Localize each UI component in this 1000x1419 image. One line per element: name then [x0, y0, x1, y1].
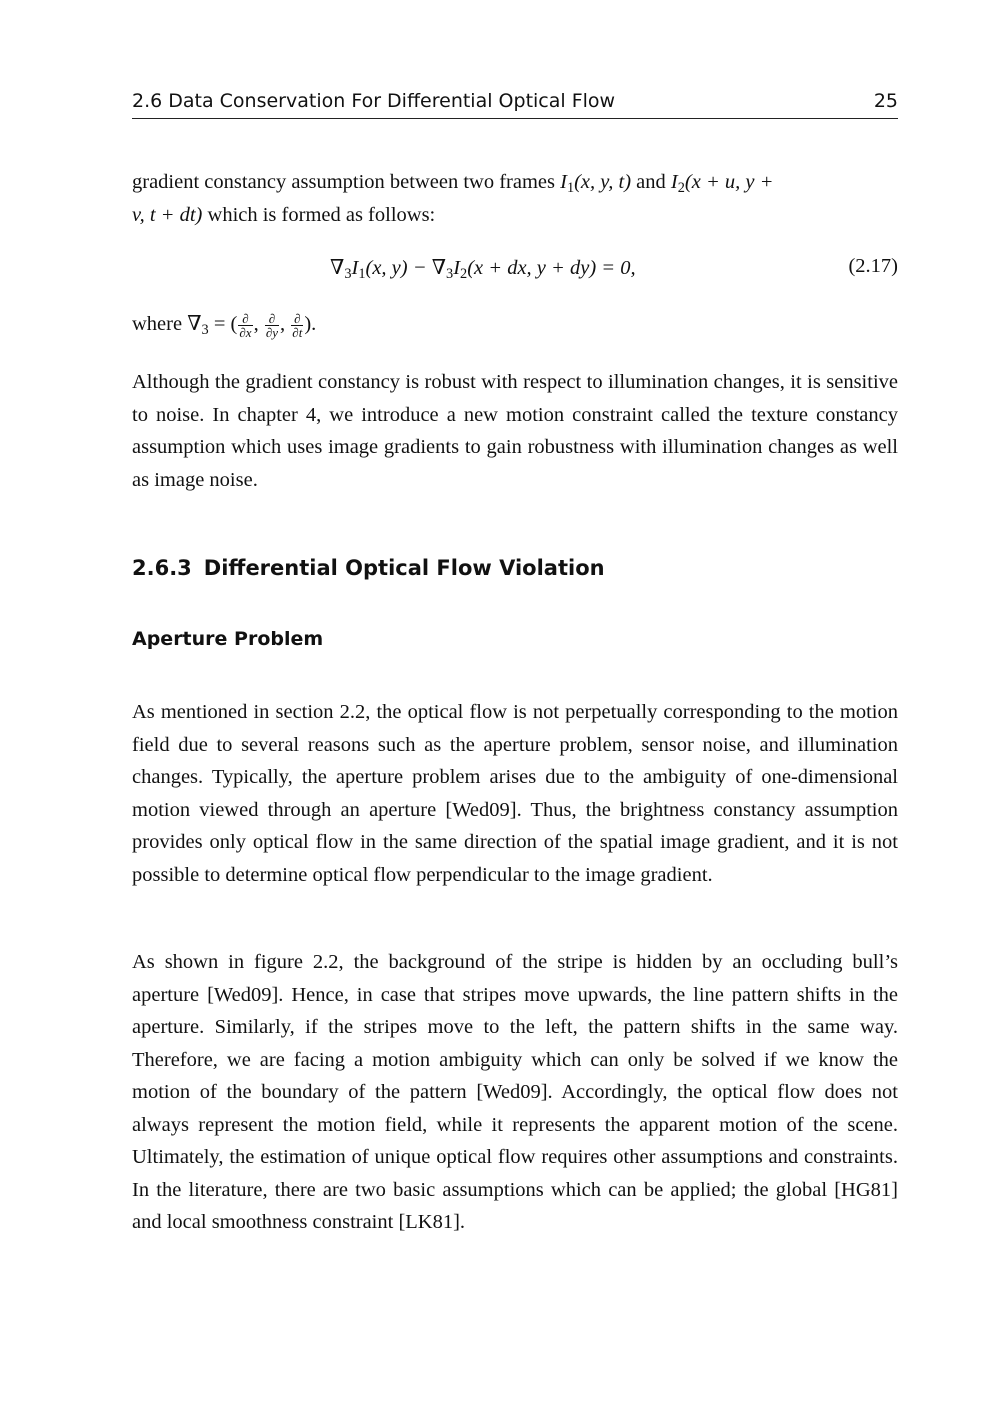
- page-number: 25: [873, 90, 898, 112]
- intro-math-i2: $I_2(x + u$, y +: [670, 171, 774, 196]
- subsection-heading: Aperture Problem: [132, 628, 324, 650]
- equation-body: $\nabla_3I_1(x$, $y) - \nabla_3I_2(x$ + dx, y + dy) = 0,: [330, 257, 636, 282]
- section-heading: [132, 556, 605, 580]
- partial-x-fraction: $\frac{\partial}{\partial x}$: [239, 310, 252, 340]
- equation-2-17: [132, 255, 898, 289]
- intro-text-and: and: [631, 171, 671, 193]
- partial-y-fraction: $\frac{\partial}{\partial y}$: [265, 310, 279, 340]
- equation-number: (2.17): [848, 255, 898, 277]
- header-section-title: 2.6 Data Conservation For Differential Optical Flow: [132, 90, 616, 112]
- intro-text: gradient constancy assumption between two frames: [132, 171, 561, 193]
- intro-paragraph: [132, 166, 898, 231]
- running-header: [132, 88, 898, 119]
- nabla-definition: where $\nabla_3$ = ( $\frac{\partial}{\partial x}$ , $\frac{\partial}{\partial y}$ , $\frac{\partial}{\partial t}$ ).: [132, 310, 317, 340]
- paragraph-gradient-constancy: Although the gradient constancy is robust with respect to illumination changes, it is sensitive to noise. In chapter 4, we introduce a new motion constraint called the texture constancy assumption which uses image gradients to gain robustness with illumination changes as well as image noise.: [132, 371, 898, 491]
- partial-t-fraction: $\frac{\partial}{\partial t}$: [292, 310, 303, 340]
- section-number: 2.6.3: [132, 556, 192, 580]
- paragraph-aperture-intro: As mentioned in section 2.2, the optical flow is not perpetually corresponding to the motion field due to several reasons such as the aperture problem, sensor noise, and illumination changes. Typically, the aperture problem arises due to the ambiguity of one-dimensional motion viewed through an aperture [Wed09]. Thus, the brightness constancy assumption provides only optical flow in the same direction of the spatial image gradient, and it is not possible to determine optical flow perpendicular to the image gradient.: [132, 701, 898, 886]
- paragraph-aperture-figure: As shown in figure 2.2, the background of the stripe is hidden by an occluding bull’s aperture [Wed09]. Hence, in case that stripes move upwards, the line pattern shifts in the aperture. Similarly, if the stripes move to the left, the pattern shifts in the same way. Therefore, we are facing a motion ambiguity which can only be solved if we know the motion of the boundary of the pattern [Wed09]. Accordingly, the optical flow does not always represent the motion field, while it represents the apparent motion of the scene. Ultimately, the estimation of unique optical flow requires other assumptions and constraints. In the literature, there are two basic assumptions which can be applied; the global [HG81] and local smoothness constraint [LK81].: [132, 951, 898, 1233]
- intro-text-end: which is formed as follows:: [202, 203, 436, 226]
- section-title: Differential Optical Flow Violation: [203, 556, 605, 580]
- intro-math-cont: v, t + dt): [132, 203, 203, 226]
- intro-math-i1: $I_1(x$, y, t): [560, 171, 632, 196]
